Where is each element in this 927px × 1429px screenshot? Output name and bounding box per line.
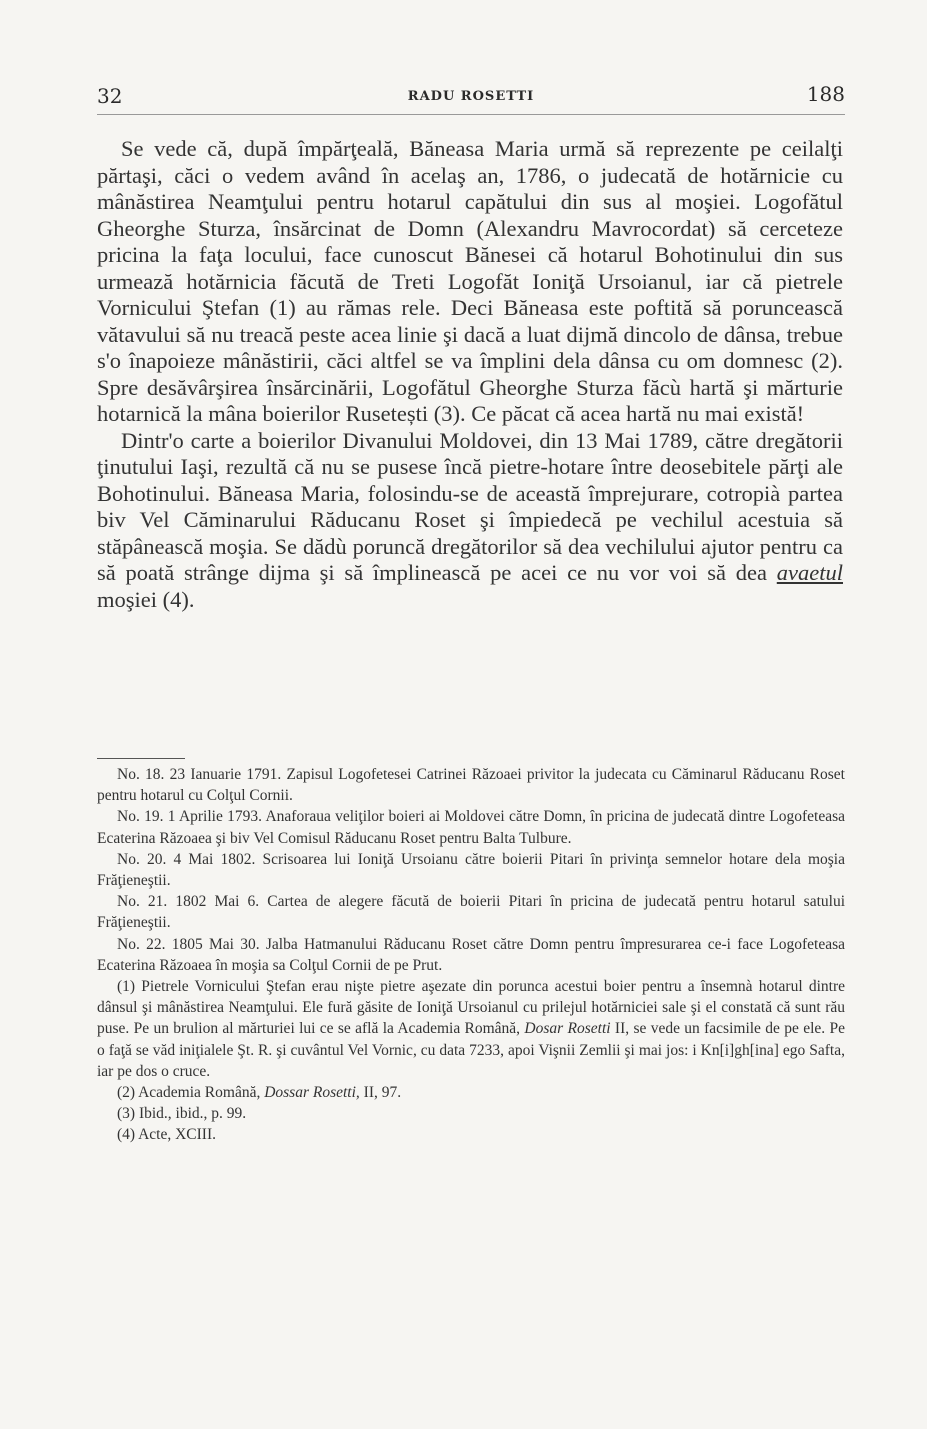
paragraph-2	[97, 428, 843, 614]
footnote-2-end: II, 97.	[363, 1084, 402, 1102]
page-header	[97, 80, 845, 115]
footnotes	[97, 764, 845, 1146]
document-note-21: No. 21. 1802 Mai 6. Cartea de alegere făcută de boierii Pitari în pricina de judecată pentru hotarul satului Frăţieneştii.	[97, 893, 845, 932]
footnote-4: (4) Acte, XCIII.	[117, 1126, 216, 1144]
document-note-20: No. 20. 4 Mai 1802. Scrisoarea lui Ioniţă Ursoianu către boierii Pitari în privinţa semnelor hotare dela moşia Frăţieneştii.	[97, 850, 845, 890]
footnote-1-italic: Dosar Rosetti	[524, 1020, 611, 1038]
footnote-separator	[97, 758, 185, 759]
paragraph-1: Se vede că, după împărţeală, Băneasa Maria urmă să reprezente pe ceilalţi părtaşi, căci o vedem având în acelaş an, 1786, o judecată de hotărnicie cu mânăstirea Neamţului pentru hotarul capătului din sus al moşiei. Logofătul Gheorghe Sturza, însărcinat de Domn (Alexandru Mavrocordat) să cerceteze pricina la faţa locului, face cunoscut Bănesei că hotarul Bohotinului din sus urmează hotărnicia făcută de Treti Logofăt Ioniţă Ursoianul, iar că pietrele Vornicului Ştefan (1) au rămas rele. Deci Băneasa este poftită să poruncească vătavului să nu treacă peste acea linie şi dacă a luat dijmă dincolo de dânsa, trebue s'o înapoieze mânăstirii, căci altfel se va împlini dela dânsa cu om domnesc (2). Spre desăvârşirea însărcinării, Logofătul Gheorghe Sturza făcù hartă şi mărturie hotarnică la mâna boierilor Rusetești (3). Ce păcat că acea hartă nu mai există!	[97, 136, 843, 426]
paragraph-2-text: Dintr'o carte a boierilor Divanului Moldovei, din 13 Mai 1789, către dregătorii ţinutului Iaşi, rezultă că nu se pusese încă pietre-hotare între deosebitele părţi ale Bohotinului. Băneasa Maria, folosindu-se de această împrejurare, cotropià partea biv Vel Căminarului Răducanu Roset şi împiedecă pe vechilul acestuia să stăpânească moşia. Se dădù poruncă dregătorilor să dea vechilului ajutor pentru ca să poată strânge dijma şi să împlinească pe acei ce nu vor voi să dea	[97, 427, 843, 585]
main-text	[97, 136, 843, 613]
footnote-2-italic: Dossar Rosetti,	[264, 1084, 360, 1102]
document-note-22: No. 22. 1805 Mai 30. Jalba Hatmanului Răducanu Roset către Domn pentru împresurarea ce-i face Logofeteasa Ecaterina Răzoaea în moşia sa Colţul Cornii de pe Prut.	[97, 935, 845, 974]
page-number-right: 188	[806, 82, 845, 106]
document-note-19: No. 19. 1 Aprilie 1793. Anaforaua veliţilor boieri ai Moldovei către Domn, în pricina de judecată dintre Logofeteasa Ecaterina Răzoaea şi biv Vel Comisul Răducanu Roset pentru Balta Tulbure.	[97, 808, 845, 847]
footnote-1-end: II, se vede un facsimile de pe ele. Pe o faţă se văd iniţialele Şt. R. şi cuvântul Vel Vornic, cu data 7233, apoi Vişnii Zemlii şi mai jos: i Kn[i]gh[ina] ego Safta, iar pe dos o cruce.	[97, 1020, 845, 1080]
paragraph-2-italic-term: avaetul	[776, 560, 843, 585]
footnote-1-text: (1) Pietrele Vornicului Ştefan erau nişte pietre aşezate din porunca acestui boier pentru a însemnà hotarul dintre dânsul şi mânăstirea Neamţului. Ele fură găsite de Ioniţă Ursoianul cu prilejul hotărniciei sale şi el constată că sunt rău puse. Pe un brulion al mărturiei lui ce se află la Academia Română,	[97, 978, 845, 1038]
footnote-2-text: (2) Academia Română,	[117, 1084, 261, 1102]
footnote-2	[97, 1082, 845, 1103]
paragraph-2-end: moşiei (4).	[97, 586, 195, 612]
footnote-3: (3) Ibid., ibid., p. 99.	[117, 1105, 247, 1123]
document-note-18: No. 18. 23 Ianuarie 1791. Zapisul Logofetesei Catrinei Răzoaei privitor la judecata cu Căminarul Răducanu Roset pentru hotarul cu Colţul Cornii.	[97, 766, 845, 805]
page-number-left: 32	[97, 84, 123, 108]
footnote-1	[97, 976, 845, 1082]
running-title: RADU ROSETTI	[407, 89, 535, 104]
